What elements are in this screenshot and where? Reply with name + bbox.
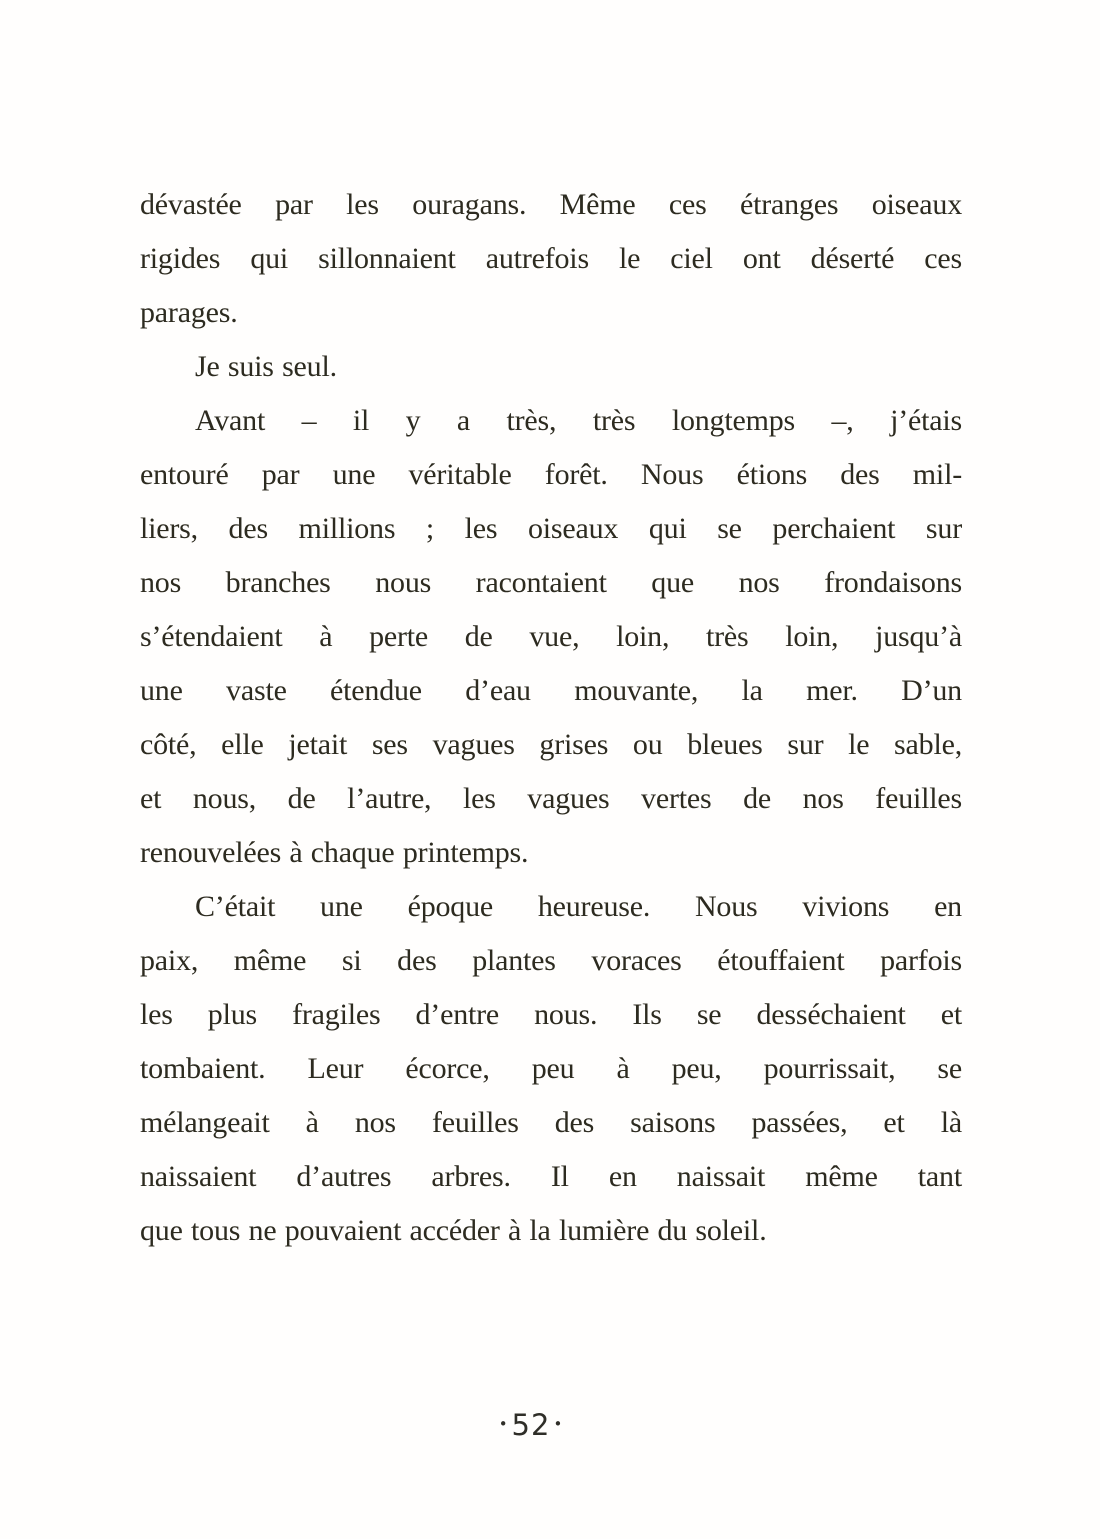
- folio-dot-right-icon: •: [553, 1415, 564, 1433]
- text-line: paix, même si des plantes voraces étouffaient parfois: [140, 944, 962, 977]
- text-line: naissaient d’autres arbres. Il en naissait même tant: [140, 1160, 962, 1193]
- text-line: C’était une époque heureuse. Nous vivions en: [195, 890, 962, 923]
- text-line: Avant – il y a très, très longtemps –, j’étais: [195, 404, 962, 437]
- text-line: que tous ne pouvaient accéder à la lumière du soleil.: [140, 1214, 767, 1247]
- text-line: nos branches nous racontaient que nos frondaisons: [140, 566, 962, 599]
- text-line: Je suis seul.: [195, 350, 337, 383]
- text-line: liers, des millions ; les oiseaux qui se perchaient sur: [140, 512, 962, 545]
- folio-number: 52: [511, 1408, 551, 1442]
- text-line: parages.: [140, 296, 238, 329]
- text-line: rigides qui sillonnaient autrefois le ciel ont déserté ces: [140, 242, 962, 275]
- text-line: tombaient. Leur écorce, peu à peu, pourrissait, se: [140, 1052, 962, 1085]
- paragraph: [140, 340, 962, 394]
- text-line: une vaste étendue d’eau mouvante, la mer. D’un: [140, 674, 962, 707]
- page-number: [140, 1408, 922, 1442]
- paragraph: [140, 178, 962, 340]
- folio-dot-left-icon: •: [498, 1415, 509, 1433]
- paragraph: [140, 394, 962, 880]
- text-line: mélangeait à nos feuilles des saisons passées, et là: [140, 1106, 962, 1139]
- text-line: dévastée par les ouragans. Même ces étranges oiseaux: [140, 188, 962, 221]
- text-line: et nous, de l’autre, les vagues vertes de nos feuilles: [140, 782, 962, 815]
- text-line: renouvelées à chaque printemps.: [140, 836, 529, 869]
- paragraph: [140, 880, 962, 1258]
- text-line: côté, elle jetait ses vagues grises ou bleues sur le sable,: [140, 728, 962, 761]
- text-line: les plus fragiles d’entre nous. Ils se desséchaient et: [140, 998, 962, 1031]
- text-block: [140, 178, 962, 1258]
- text-line: entouré par une véritable forêt. Nous étions des mil-: [140, 458, 962, 491]
- text-line: s’étendaient à perte de vue, loin, très loin, jusqu’à: [140, 620, 962, 653]
